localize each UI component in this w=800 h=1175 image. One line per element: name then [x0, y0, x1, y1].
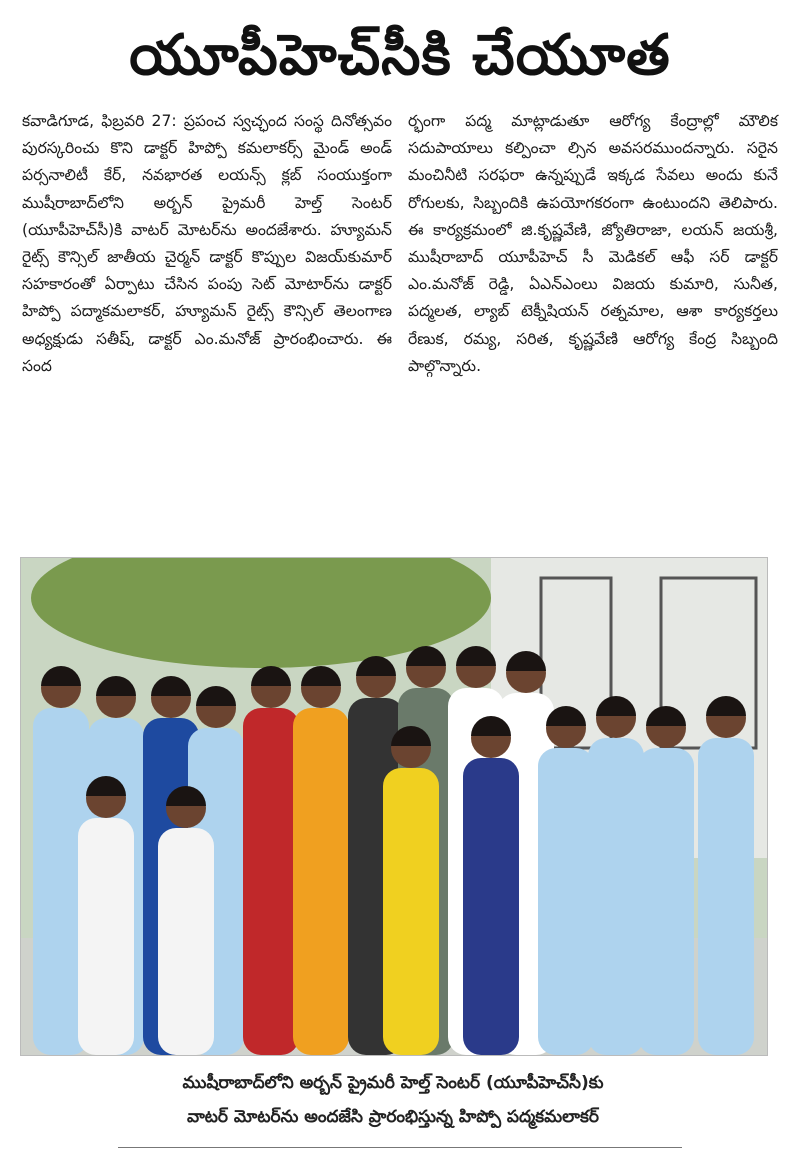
person-body — [698, 738, 754, 1055]
headline: యూపీహెచ్‌సీకి చేయూత — [129, 23, 671, 88]
person-body — [538, 748, 594, 1055]
person-body — [78, 818, 134, 1055]
person-body — [463, 758, 519, 1055]
person-body — [638, 748, 694, 1055]
person-body — [158, 828, 214, 1055]
person-body — [383, 768, 439, 1055]
photo-caption — [20, 1066, 766, 1136]
person-body — [243, 708, 299, 1055]
caption-line-1: ముషీరాబాద్‌లోని అర్బన్ ప్రైమరీ హెల్త్ సెంటర్ (యూపీహెచ్‌సీ)కు — [182, 1073, 604, 1093]
caption-divider — [118, 1147, 682, 1148]
person-body — [588, 738, 644, 1055]
article-body-left-column: కవాడిగూడ, ఫిబ్రవరి 27: ప్రపంచ స్వచ్ఛంద సంస్థ దినోత్సవం పురస్కరించు కొని డాక్టర్ హిప్పో కమలాకర్స్ మైండ్ అండ్ పర్సనాలిటీ కేర్, నవభారత లయన్స్ క్లబ్ సంయుక్తంగా ముషీరాబాద్‌లోని అర్బన్ ప్రైమరీ హెల్త్ సెంటర్ (యూపీహెచ్‌సీ)కి వాటర్ మోటర్‌ను అందజేశారు. హ్యూమన్ రైట్స్ కౌన్సిల్ జాతీయ చైర్మన్ డాక్టర్ కొప్పుల విజయ్‌కుమార్ సహకారంతో ఏర్పాటు చేసిన పంపు సెట్ మోటార్‌ను డాక్టర్ హిప్పో పద్మాకమలాకర్, హ్యూమన్ రైట్స్ కౌన్సిల్ తెలంగాణ అధ్యక్షుడు సతీష్, డాక్టర్ ఎం.మనోజ్ ప్రారంభించారు. ఈ సంద — [22, 112, 392, 375]
news-photo — [20, 557, 768, 1056]
group-photo-illustration — [21, 558, 767, 1055]
article-body-right-column: ర్భంగా పద్మ మాట్లాడుతూ ఆరోగ్య కేంద్రాల్లో మౌలిక సదుపాయాలు కల్పించా ల్సిన అవసరముందన్నారు. సరైన మంచినీటి సరఫరా ఉన్నప్పుడే ఇక్కడ సేవలు అందు కునే రోగులకు, సిబ్బందికి ఉపయోగకరంగా ఉంటుందని తెలిపారు. ఈ కార్యక్రమంలో జి.కృష్ణవేణి, జ్యోతిరాజా, లయన్ జయశ్రీ, ముషీరాబాద్ యూపీహెచ్ సీ మెడికల్ ఆఫీ సర్ డాక్టర్ ఎం.మనోజ్ రెడ్డి, ఏఎన్ఎంలు విజయ కుమారి, సునీత, పద్మలత, ల్యాబ్ టెక్నీషియన్ రత్నమాల, ఆశా కార్యకర్తలు రేణుక, రమ్య, సరిత, కృష్ణవేణి ఆరోగ్య కేంద్ర సిబ్బంది పాల్గొన్నారు. — [408, 112, 778, 375]
person-body — [293, 708, 349, 1055]
caption-line-2: వాటర్ మోటర్‌ను అందజేసి ప్రారంభిస్తున్న హిప్పో పద్మకమలాకర్ — [186, 1107, 600, 1127]
